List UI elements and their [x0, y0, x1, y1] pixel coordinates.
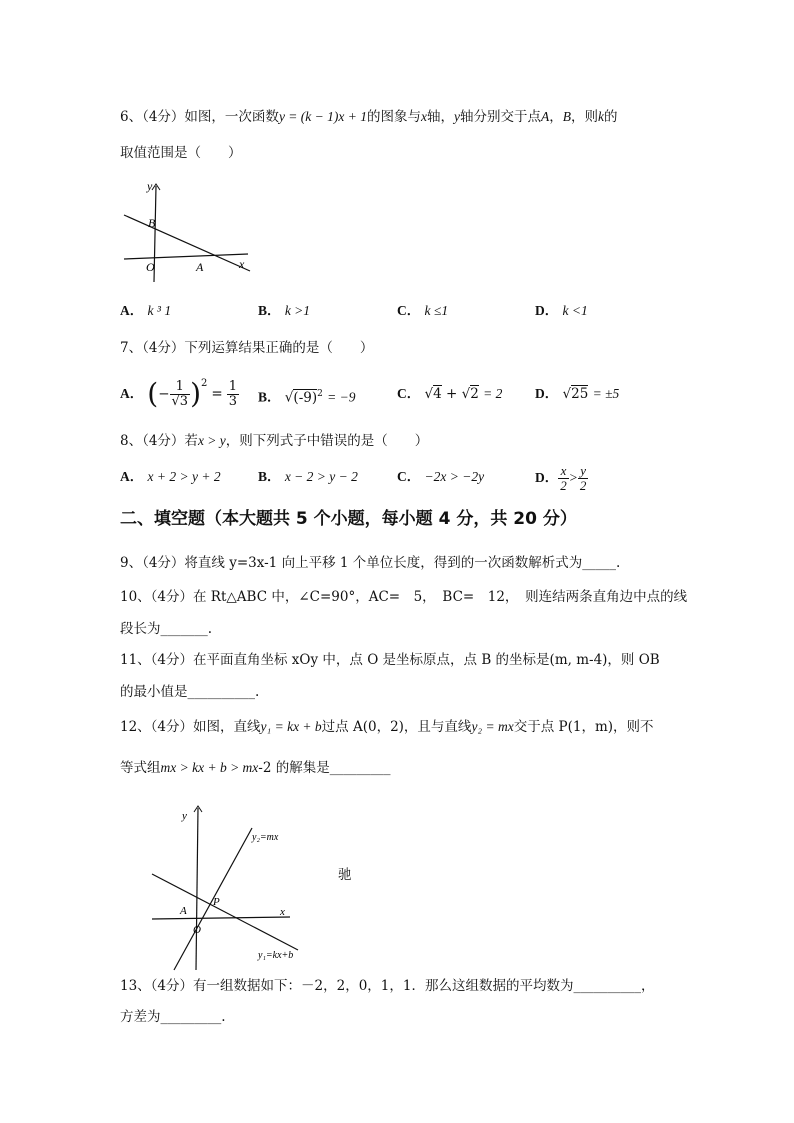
- q8-option-c[interactable]: C． −2x > −2y: [397, 469, 485, 484]
- q7-option-a[interactable]: A． ( − $\frac{1}{√3}$ ) $^2$ = $\frac{1}{3}$: [120, 377, 237, 410]
- q12-label-P: P: [213, 896, 220, 908]
- q6-option-b[interactable]: B． k >1: [258, 303, 311, 318]
- q13-line2: 方差为_________.: [120, 1009, 226, 1025]
- section2-title: 二、填空题（本大题共 5 个小题，每小题 4 分，共 20 分）: [120, 509, 577, 529]
- q12-line2: 等式组mx > kx + b > mx-2 的解集是_________: [120, 760, 391, 776]
- q7-option-c[interactable]: C． √4 + √2 = 2: [397, 386, 503, 402]
- q6-graph: [118, 180, 258, 290]
- q12-line1: 12、（4分）如图，直线y₁ = kx + b过点 A(0，2)，且与直线y₂ = mx交于点 P(1，m)，则不: [120, 719, 654, 735]
- q12-label-A: A: [180, 905, 187, 917]
- q6-x-axis: [124, 254, 248, 259]
- q6-label-x: x: [239, 257, 245, 271]
- q7-a-den: √3: [171, 393, 189, 409]
- q12-y-axis: [196, 808, 198, 970]
- q7-a-num: 1: [170, 380, 191, 395]
- q12-label-y2: y₂=mx: [252, 832, 279, 843]
- q6-option-d[interactable]: D． k <1: [535, 303, 588, 318]
- q8-option-a[interactable]: A． x + 2 > y + 2: [120, 469, 221, 484]
- q6-label-B: B: [148, 216, 156, 230]
- q8-stem: 8、（4分）若x > y，则下列式子中错误的是（ ）: [120, 433, 429, 449]
- q12-x-axis: [152, 917, 290, 919]
- q9-text: 9、（4分）将直线 y=3x-1 向上平移 1 个单位长度，得到的一次函数解析式为_____.: [120, 555, 621, 571]
- q11-line1: 11、（4分）在平面直角坐标 xOy 中，点 O 是坐标原点，点 B 的坐标是(m, m-4)，则 OB: [120, 652, 660, 668]
- q7-stem: 7、（4分）下列运算结果正确的是（ ）: [120, 340, 374, 356]
- q8-option-b[interactable]: B． x − 2 > y − 2: [258, 469, 358, 484]
- q6-function-line: [124, 215, 250, 271]
- q10-line1: 10、（4分）在 Rt△ABC 中，∠C=90°，AC= 5， BC= 12， 则连结两条直角边中点的线: [120, 589, 688, 605]
- q12-label-y: y: [182, 810, 187, 822]
- q7-option-b[interactable]: B． $√(-9)^2 = -9$: [258, 389, 356, 406]
- q6-stem-line1: 6、（4分）如图，一次函数y = (k − 1)x + 1的图象与x轴，y轴分别交于点A，B，则k的: [120, 109, 618, 125]
- q6-label-y: y: [147, 179, 153, 193]
- q12-graph: [148, 802, 348, 972]
- q8-option-d[interactable]: D． $\frac{x}{2}$ > $\frac{y}{2}$: [535, 462, 587, 493]
- q6-stem-line2: 取值范围是（ ）: [120, 145, 242, 161]
- q12-stray-char: 驰: [338, 867, 352, 883]
- q6-option-c[interactable]: C． k ≤1: [397, 303, 449, 318]
- q11-line2: 的最小值是__________.: [120, 684, 260, 700]
- q12-label-O: O: [193, 924, 201, 936]
- q6-option-a[interactable]: A． k ³ 1: [120, 303, 172, 318]
- q6-label-O: O: [146, 260, 155, 274]
- q6-label-A: A: [196, 260, 204, 274]
- q12-label-x: x: [280, 906, 285, 918]
- q12-label-y1: y₁=kx+b: [258, 950, 294, 961]
- q13-line1: 13、（4分）有一组数据如下：－2，2，0，1，1．那么这组数据的平均数为__________，: [120, 978, 655, 994]
- q10-line2: 段长为_______.: [120, 621, 213, 637]
- q7-option-d[interactable]: D． √25 = ±5: [535, 386, 620, 402]
- q12-line-y1: [152, 874, 298, 950]
